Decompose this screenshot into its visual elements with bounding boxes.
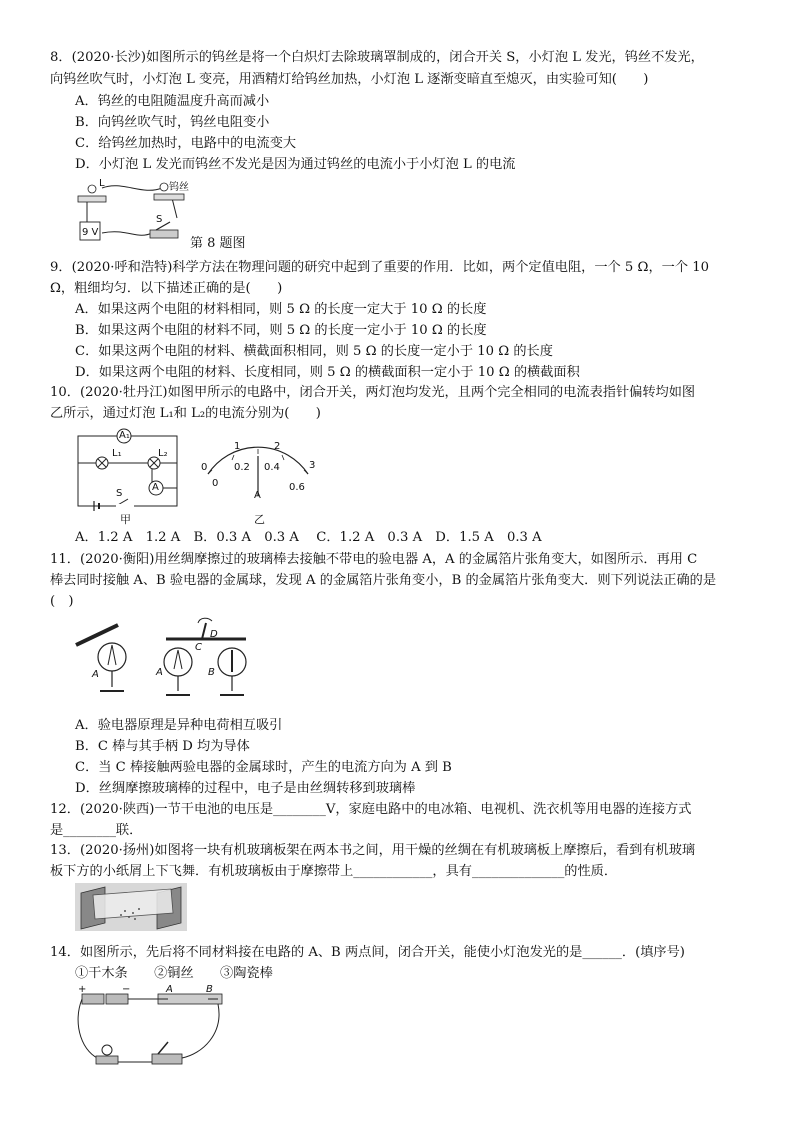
q8-option-d: D．小灯泡 L 发光而钨丝不发光是因为通过钨丝的电流小于小灯泡 L 的电流 — [75, 157, 516, 172]
q10-meter-top-1: 1 — [234, 441, 241, 452]
q11-option-d: D．丝绸摩擦玻璃棒的过程中，电子是由丝绸转移到玻璃棒 — [75, 781, 416, 796]
q10-meter-top-2: 2 — [274, 441, 281, 452]
q10-fig-jia-label: 甲 — [120, 513, 131, 526]
q11-stem-line1: 11．(2020·衡阳)用丝绸摩擦过的玻璃棒去接触不带电的验电器 A，A 的金属箔片张角变大，如图所示．再用 C — [50, 552, 698, 567]
q10-meter-unit: A — [254, 490, 261, 501]
q10-fig-yi-label: 乙 — [254, 513, 265, 526]
q8-option-b: B．向钨丝吹气时，钨丝电阻变小 — [75, 115, 270, 130]
q9-stem-line2: Ω，粗细均匀．以下描述正确的是( ) — [50, 281, 283, 296]
q11-option-c: C．当 C 棒接触两验电器的金属球时，产生的电流方向为 A 到 B — [75, 760, 452, 775]
q14-fig-a: A — [166, 984, 173, 995]
q11-stem-line2: 棒去同时接触 A、B 验电器的金属球，发现 A 的金属箔片张角变小，B 的金属箔片张角变大．则下列说法正确的是 — [50, 573, 717, 588]
q10-fig-s: S — [116, 488, 123, 499]
q8-figure-caption: 第 8 题图 — [190, 236, 246, 251]
q9-option-a: A．如果这两个电阻的材料相同，则 5 Ω 的长度一定大于 10 Ω 的长度 — [75, 302, 487, 317]
q14-fig-plus: + — [78, 984, 87, 995]
q10-meter-bottom-1: 0.2 — [234, 462, 250, 473]
q8-circuit-figure — [72, 178, 192, 248]
q9-stem-line1: 9．(2020·呼和浩特)科学方法在物理问题的研究中起到了重要的作用．比如，两个定值电阻，一个 5 Ω，一个 10 — [50, 260, 709, 275]
q8-stem-line1: 8．(2020·长沙)如图所示的钨丝是将一个白炽灯去除玻璃罩制成的，闭合开关 S，小灯泡 L 发光，钨丝不发光， — [50, 50, 704, 65]
q13-plexiglass-figure — [75, 883, 187, 931]
q11-electroscope-figure — [72, 617, 272, 707]
q13-stem-line1: 13．(2020·扬州)如图将一块有机玻璃板架在两本书之间，用干燥的丝绸在有机玻璃板上摩擦后，看到有机玻璃 — [50, 843, 696, 858]
q10-meter-top-0: 0 — [201, 462, 208, 473]
q10-circuit-jia — [72, 426, 182, 514]
q11-stem-line3: ( ) — [50, 594, 74, 609]
q10-fig-a1: A₁ — [119, 430, 130, 441]
q8-option-a: A．钨丝的电阻随温度升高而减小 — [75, 94, 270, 109]
q8-stem-line2: 向钨丝吹气时，小灯泡 L 变亮，用酒精灯给钨丝加热，小灯泡 L 逐渐变暗直至熄灭，由实验可知( ) — [50, 72, 649, 87]
q11-fig-d: D — [210, 629, 218, 640]
q8-fig-label-s: S — [156, 214, 163, 225]
q9-option-c: C．如果这两个电阻的材料、横截面积相同，则 5 Ω 的长度一定小于 10 Ω 的长度 — [75, 344, 553, 359]
q14-fig-b: B — [206, 984, 213, 995]
q10-meter-top-3: 3 — [309, 460, 316, 471]
q10-stem-line2: 乙所示，通过灯泡 L₁和 L₂的电流分别为( ) — [50, 406, 321, 421]
q10-fig-l2: L₂ — [158, 448, 168, 459]
q12-stem-line2: 是________联． — [50, 823, 143, 838]
q8-fig-label-tungsten: 钨丝 — [169, 182, 189, 193]
q14-stem-line1: 14．如图所示，先后将不同材料接在电路的 A、B 两点间，闭合开关，能使小灯泡发光的是______．(填序号) — [50, 945, 685, 960]
q11-fig-b: B — [208, 667, 215, 678]
q12-stem-line1: 12．(2020·陕西)一节干电池的电压是________V，家庭电路中的电冰箱、电视机、洗衣机等用电器的连接方式 — [50, 802, 692, 817]
q8-option-c: C．给钨丝加热时，电路中的电流变大 — [75, 136, 297, 151]
q8-fig-label-l: L — [99, 178, 105, 189]
q11-fig-a-left: A — [92, 669, 99, 680]
q8-fig-label-battery: 9 V — [82, 227, 99, 238]
q10-options: A．1.2 A 1.2 A B．0.3 A 0.3 A C．1.2 A 0.3 A D．1.5 A 0.3 A — [75, 530, 542, 545]
q9-option-b: B．如果这两个电阻的材料不同，则 5 Ω 的长度一定小于 10 Ω 的长度 — [75, 323, 487, 338]
q11-fig-a-mid: A — [156, 667, 163, 678]
q10-meter-bottom-0: 0 — [212, 478, 219, 489]
q14-choices: ①干木条 ②铜丝 ③陶瓷棒 — [75, 966, 273, 981]
q13-stem-line2: 板下方的小纸屑上下飞舞．有机玻璃板由于摩擦带上____________，具有______________的性质． — [50, 864, 618, 879]
q11-option-b: B．C 棒与其手柄 D 均为导体 — [75, 739, 250, 754]
q9-option-d: D．如果这两个电阻的材料、长度相同，则 5 Ω 的横截面积一定小于 10 Ω 的横截面积 — [75, 365, 580, 380]
q14-fig-minus: − — [122, 984, 131, 995]
q10-fig-l1: L₁ — [112, 448, 122, 459]
q10-ammeter-yi — [196, 440, 326, 512]
q10-fig-a: A — [152, 482, 159, 493]
q14-circuit-figure — [72, 984, 232, 1072]
q10-meter-bottom-3: 0.6 — [289, 482, 305, 493]
q11-fig-c: C — [195, 642, 202, 653]
q10-stem-line1: 10．(2020·牡丹江)如图甲所示的电路中，闭合开关，两灯泡均发光，且两个完全相同的电流表指针偏转均如图 — [50, 385, 696, 400]
q11-option-a: A．验电器原理是异种电荷相互吸引 — [75, 718, 283, 733]
q10-meter-bottom-2: 0.4 — [264, 462, 280, 473]
